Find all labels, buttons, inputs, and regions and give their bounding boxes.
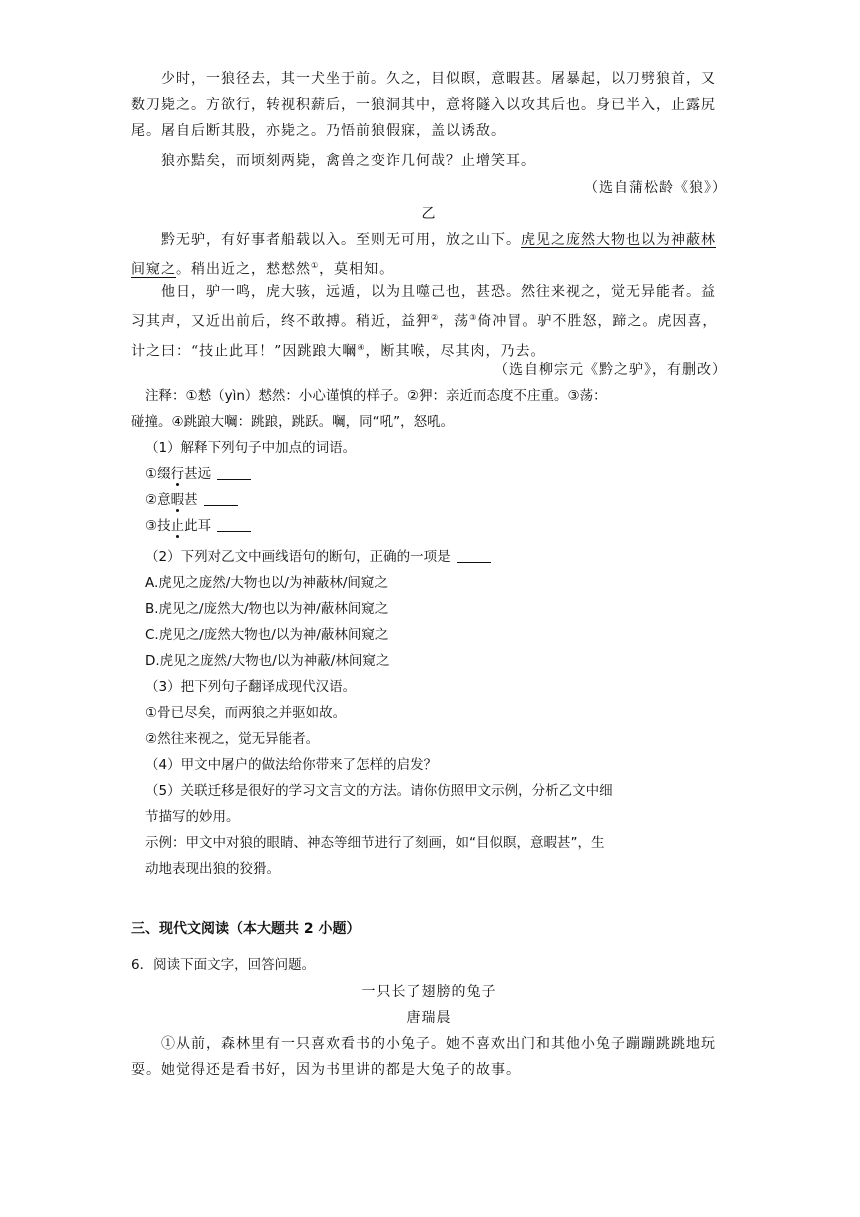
passage-yi-paragraph-1 [131, 227, 727, 283]
answer-blank[interactable] [217, 465, 251, 480]
yi-p2-text-d: ，断其喉，尽其肉，乃去。 [365, 343, 546, 360]
story-paragraph-1: ①从前，森林里有一只喜欢看书的小兔子。她不喜欢出门和其他小兔子蹦蹦跳跳地玩耍。她觉得还是看书好，因为书里讲的都是大兔子的故事。 [131, 1036, 716, 1078]
question-1-item-1 [145, 461, 730, 487]
option-c: C.虎见之/庞然大物也/以为神/蔽林间窥之 [145, 627, 389, 643]
yi-p2-text-a: 他日，驴一鸣，虎大骇，远遁，以为且噬己也，甚恐。然往来视之，觉无异能者。益习其声，又近出前后，终不敢搏。稍近，益狎 [131, 284, 716, 330]
answer-blank[interactable] [204, 491, 238, 506]
question-1: （1）解释下列句子中加点的词语。 [145, 440, 357, 456]
passage-jia-paragraph-1: 少时，一狼径去，其一犬坐于前。久之，目似瞑，意暇甚。屠暴起，以刀劈狼首，又数刀毙之。方欲行，转视积薪后，一狼洞其中，意将隧入以攻其后也。身已半入，止露尻尾。屠自后断其股，亦毙之。乃悟前狼假寐，盖以诱敌。 [131, 71, 716, 139]
q1-3-pre: ③技 [145, 518, 171, 534]
question-3: （3）把下列句子翻译成现代汉语。 [145, 679, 357, 695]
question-3-item-2: ②然往来视之，觉无异能者。 [145, 731, 320, 747]
question-5-line-2: 节描写的妙用。 [145, 809, 240, 825]
q1-2-post: 甚 [184, 492, 198, 508]
underlined-sentence: 虎见之庞然大物也以为神蔽林间窥之 [131, 232, 716, 278]
notes-line-1: 注释：①慭（yìn）慭然：小心谨慎的样子。②狎：亲近而态度不庄重。③荡： [145, 388, 607, 404]
option-b: B.虎见之/庞然大/物也以为神/蔽林间窥之 [145, 601, 389, 617]
question-5-line-1: （5）关联迁移是很好的学习文言文的方法。请你仿照甲文示例，分析乙文中细 [145, 783, 613, 799]
q1-2-pre: ②意 [145, 492, 171, 508]
section-heading: 三、现代文阅读（本大题共 2 小题） [131, 921, 361, 937]
q1-1-pre: ①缀 [145, 466, 171, 482]
passage-jia-paragraph-2: 狼亦黠矣，而顷刻两毙，禽兽之变诈几何哉？止增笑耳。 [161, 153, 536, 169]
question-4: （4）甲文中屠户的做法给你带来了怎样的启发？ [145, 757, 438, 773]
story-title: 一只长了翅膀的兔子 [361, 984, 497, 1000]
passage-yi-label: 乙 [421, 206, 437, 222]
question-6: 6．阅读下面文字，回答问题。 [131, 957, 316, 973]
story-author: 唐瑞晨 [406, 1010, 452, 1026]
question-3-item-1: ①骨已尽矣，而两狼之并驱如故。 [145, 705, 347, 721]
footnote-mark-1: ① [311, 261, 320, 270]
yi-p1-text-a: 黔无驴，有好事者船载以入。至则无可用，放之山下。 [161, 232, 521, 248]
q1-2-dotted-word: 暇 [170, 492, 185, 508]
question-1-item-2 [145, 487, 730, 513]
option-a: A.虎见之庞然/大物也以/为神蔽林/间窥之 [145, 575, 388, 591]
answer-blank[interactable] [457, 548, 491, 563]
passage-yi-paragraph-2 [131, 279, 727, 364]
yi-p2-text-c: 倚冲冒。驴不胜怒，蹄之。虎因喜，计之曰：“技止此耳！”因跳踉大㘎 [131, 313, 718, 360]
yi-p2-text-b: ，荡 [439, 313, 470, 330]
answer-blank[interactable] [217, 517, 251, 532]
q1-3-dotted-word: 止 [170, 518, 185, 534]
footnote-mark-4: ④ [357, 342, 366, 352]
yi-p1-text-b: 。稍出近之，慭慭然 [176, 261, 311, 278]
footnote-mark-3: ③ [469, 313, 478, 322]
q1-3-post: 此耳 [184, 518, 212, 534]
question-1-item-3 [145, 513, 730, 539]
q1-1-dotted-word: 行 [170, 466, 185, 482]
passage-jia-source: （选自蒲松龄《狼》） [584, 180, 727, 196]
example-line-1: 示例：甲文中对狼的眼睛、神态等细节进行了刻画，如“目似瞑，意暇甚”，生 [145, 835, 605, 851]
question-2 [145, 544, 730, 570]
passage-yi-source: （选自柳宗元《黔之驴》，有删改） [494, 362, 727, 378]
question-2-text: （2）下列对乙文中画线语句的断句，正确的一项是 [145, 549, 451, 565]
notes-line-2: 碰撞。④跳踉大㘎：跳踉，跳跃。㘎，同“吼”，怒吼。 [131, 414, 455, 430]
footnote-mark-2: ② [431, 313, 440, 322]
example-line-2: 动地表现出狼的狡猾。 [145, 861, 280, 877]
yi-p1-text-c: ，莫相知。 [319, 261, 395, 278]
q1-1-post: 甚远 [184, 466, 212, 482]
option-d: D.虎见之庞然/大物也/以为神蔽/林间窥之 [145, 653, 390, 669]
